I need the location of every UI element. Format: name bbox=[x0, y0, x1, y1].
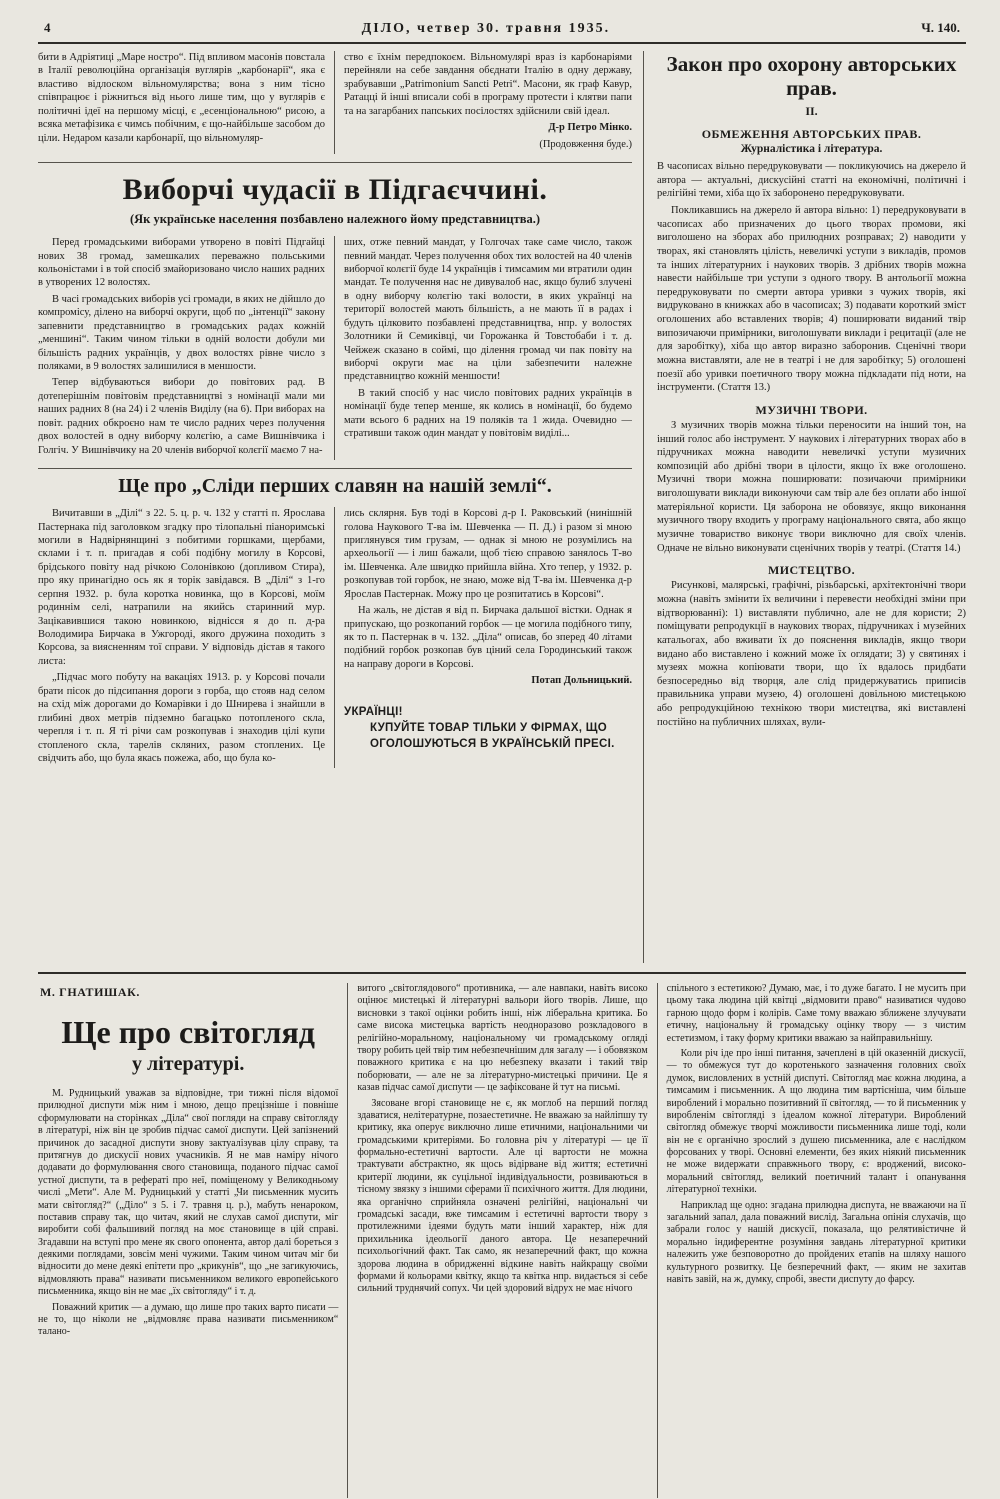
slavs-headline: Ще про „Сліди перших славян на нашій землі“. bbox=[118, 475, 552, 498]
slavs-article bbox=[38, 475, 632, 768]
page-number: 4 bbox=[44, 20, 51, 35]
article-paragraph: З музичних творів можна тільки переносити на інший тон, на інший голос або інструмент. У наукових і літературних творах або в підручниках можна наводити невеличкі уступи музичних композицій або дрібні твори в цілости, якщо їх вже оголошено. Музичні твори можна поширювати: позичаючи примірники виголошувати виклади виконуючи сам твір але без оплати або іншої матеріяльної користи. Ця заборона не обовязує, якщо виконання музичного твору входить у програму національного свята, або якщо музичне товариство виконує твори виключно для своїх членів. Одначе не вільно виконувати сценічних творів у театрі. (Стаття 14.) bbox=[657, 419, 966, 554]
press-advertisement bbox=[344, 704, 632, 752]
elections-subtitle: (Як українське населення позбавлено належного йому представництва.) bbox=[129, 212, 541, 227]
author-signature: Д-р Петро Мінко. bbox=[548, 122, 632, 134]
page-header bbox=[38, 18, 966, 44]
author-signature: Потап Дольницький. bbox=[531, 675, 632, 687]
article-paragraph: ство є їхнім передпокоєм. Вільномулярі враз із карбонаріями перейняли на себе завдання обєднати Італію в одну державу, зрабувавши „Patrimonium Sancti Petri“. Масони, як граф Кавур, Ратацці й інші вписали собі в програму протести і клятви папи та на загарбаних папських посілостях здійснили свій ідеал. bbox=[344, 52, 632, 117]
issue-number: Ч. 140. bbox=[921, 20, 960, 35]
slavs-column-1 bbox=[38, 507, 335, 768]
worldview-headline-line1: Ще про світогляд bbox=[61, 1014, 315, 1050]
worldview-column-1 bbox=[38, 983, 347, 1498]
article-paragraph: ших, отже певний мандат, у Голгочах таке саме число, також певний мандат. Через получення обох тих волостей на 40 членів виборчої колєгії буде 14 українців і тимсамим ми втратили один мандат. Те получення нас не дивувалоб нас, якщо булиб злучені в одну виборчу колєгію такі волости, в яких українці на території волостей мають більшість, а не мають її в радах і будуть цілковито позбавлені представництва, нпр. у волостях Золотники й Семиківці, чи Горожанка й Товстобаби і т. д. Чейжеж сказано в соймі, що ділення громад чи пак повіту на виборчі округи має на ціли забезпечити належне представництво кожній меншости! bbox=[344, 237, 632, 383]
article-divider bbox=[38, 468, 632, 469]
elections-article bbox=[38, 173, 632, 460]
article-paragraph: М. Рудницький уважав за відповідне, три тижні після відомої прилюдної диспути між ним і мною, дещо прецізніше і повніше сформулювати на сторінках „Діла“ свої погляди на справу світогляду в літературі, ніж він це зробив підчас самої диспути. Цей запізнений причинок до засадної диспути знову зактуалізував цілу справу, та притягнув до дискусії нових учасників. Я не мав наміру нічого додавати до формулювання свого становища, поданого підчас самої устної диспути, та в рефераті про неї, поміщеному у Великодньому числі „Мети“. Але М. Рудницький у статті „Чи письменник мусить мати світогляд?“ („Діло“ з 5. і 7. травня ц. р.), мабуть ненароком, поставив справу так, що читач, який не слухав самої диспути, міг виробити собі фальшивий погляд на моє становище в цій справі. Згадавши на вступі про мене як свого опонента, автор далі бореться з деякими поглядами, зовсім мені чужими. Таким чином читач міг би відносити до мене деякі епітети про „крикунів“, що „не загикуючись, відмовляють права“ називати письменником великого европейського письменника, якщо він не має „їх світогляду“ і т. д. bbox=[38, 1088, 339, 1298]
left-main-area bbox=[38, 51, 644, 963]
ad-text: КУПУЙТЕ ТОВАР ТІЛЬКИ У ФІРМАХ, ЩО ОГОЛОШУЮТЬСЯ В УКРАЇНСЬКІЙ ПРЕСІ. bbox=[370, 721, 615, 750]
continuation-column-2 bbox=[335, 51, 632, 154]
article-paragraph: В часописах вільно передруковувати — покликуючись на джерело й автора — актуальні, дискусійні статті на економічні, політичні і релігійні теми, хіба що їх заборонено передруковувати. bbox=[657, 161, 966, 200]
article-paragraph: Рисункові, малярські, графічні, різьбарські, архітектонічні твори можна (навіть змінити їх величини і перевести необхідні зміни при відтворюванні): 1) виставляти публично, але не для користи; 2) поміщувати репродукції в наукових творах, підручниках і музейних катальогах, або вживати їх до пояснення викладів, якщо твори видано або виставлено і кожний може їх оглядати; 3) у святинях і музеях можна копіювати твори, що їх вдалось придбати безпосередньо від творця, але слід придержуватись приписів правильника управи музею, 4) оголошені довільною мистецькою або репродукційною технікою твори мистецтва, які виставлені постійно на публичних шляхах, вули- bbox=[657, 580, 966, 728]
slavs-column-2 bbox=[335, 507, 632, 768]
article-paragraph: бити в Адріятиці „Маре ностро“. Під впливом масонів повстала в Італії революційна організація вуглярів „карбонарії“, яка є властиво відлоском вільномулярства; вона з ним тісно співпрацює і ріжниться від нього лише тим, що у вуглярів є політичні ідеї на першому місці, є „есенціональною“ рисою, а всяка метафізика є чимсь побічним, є що-найбільше засобом до ціли. Недаром казали карбонарії, що вільномуляр- bbox=[38, 52, 325, 144]
article-paragraph: „Підчас мого побуту на вакаціях 1913. р. у Корсові почали брати пісок до підсипання дороги з горба, що стояв над селом на схід між дорогами до Комарівки і до Шнирева і знайшли в глибині двох метрів підземно багацько потопленого скла, черепля і т. п. Я ті річи сам розкопував і знаходив цілі купи стопленого скла, тарелів скляних, разом стоплених. Це свідчить або, що була якась пожежа, або, що була ко- bbox=[38, 672, 325, 764]
article-paragraph: Вичитавши в „Ділі“ з 22. 5. ц. р. ч. 132 у статті п. Ярослава Пастернака під заголовком згадку про тілопальні піаноримські могили в Надвірнянщині з побитими горшками, щербами, склами і т. п. пригадав я собі подібну могилу в Корсові, брідського повіту над річкою Солонівкою (допливом Стира), про яку принагідно ось як я торік завідався. В „Ділі“ з 1-го серпня 1932. р. була коротка новинка, що в Корсові, моїм родиннім селі, натрапили на якийсь старинний мур. Зацікавившися такою новинкою, віднісся я до п. д-ра Володимира Бирчака в Ужгороді, якого дружина походить з Корсова, за виясненням тої справи. У відповідь дістав я такого листа: bbox=[38, 508, 325, 667]
law-article bbox=[644, 51, 966, 963]
article-paragraph: Тепер відбуваються вибори до повітових рад. В дотеперішнім повітовім представництві з номінації мали ми наших радних 8 (на 24) і 2 членів Виділу (на 6). При виборах на повіт. радних обкроєно нам те число радних через получення двох волостей в одну виборчу колєгію, а саме Вишнівчика і Голгіч. У Вишнівчику на 20 членів виборчої колєгії маємо 7 на- bbox=[38, 377, 325, 456]
worldview-column-3 bbox=[657, 983, 966, 1498]
article-divider bbox=[38, 162, 632, 163]
article-paragraph: лись склярня. Був тоді в Корсові д-р І. Раковський (нинішній голова Наукового Т-ва ім. Шевченка — П. Д.) і разом зі мною приглянувся тим грузам, — однак зі мною не розумілись на археольогії — і лиш бажали, щоб тією справою занялось Т-во ім. Шевченка. Але швидко прийшла війна. Хто тепер, у 1932. р. розкопував той горбок, не знаю, може від Т-ва ім. Шевченка д-р Ярослав Пастернак. Можу про це розпитатись в Корсові“. bbox=[344, 508, 632, 600]
ad-headline: УКРАЇНЦІ! bbox=[344, 705, 403, 718]
worldview-article bbox=[38, 972, 966, 1498]
article-paragraph: На жаль, не дістав я від п. Бирчака дальшої вістки. Однак я припускаю, що розкопаний горбок — це могила подібного типу, як то п. Пастернак в ч. 132. „Діла“ описав, бо зперед 40 літами подібний горбок розкопав був ціний села Городинський також на направу дороги в Корсові. bbox=[344, 605, 632, 670]
article-paragraph: В часі громадських виборів усі громади, в яких не дійшло до компромісу, ділено на виборчі округи, щоб по „інтенції“ закону запевнити представництво в громадських радах кожній „меншині“. Таким чином тільки в одній волости добули ми більшість радних українців, у двох волостях рівне число з поляками, в 9 волостях залишилися в меншости. bbox=[38, 293, 326, 372]
masonry-article-continuation bbox=[38, 51, 632, 154]
elections-headline: Виборчі чудасії в Підгаєччині. bbox=[122, 173, 548, 207]
law-part-number: ІІ. bbox=[805, 104, 818, 119]
author-byline: М. ГНАТИШАК. bbox=[40, 985, 140, 999]
law-section-title: ОБМЕЖЕННЯ АВТОРСЬКИХ ПРАВ. bbox=[701, 127, 922, 142]
article-paragraph: витого „світоглядового“ противника, — але навпаки, навіть високо оцінює мистецькі й літературні вальори його творів. Лише, що висновки з такої оцінки робить інші, ніж ліберальна критика. Бо саме висока мистецька вартість неодноразово розкладового в релігійно-моральному, національному чи громадському огляді твору робить цей твір тим небезпечнішим для загалу — і обовязком поважного критика є на цю небезпеку вказати і такий твір поборювати, — але не за літературно-мистецькі причини. Це я казав підчас самої диспути — це зафіксоване й тут на письмі. bbox=[357, 983, 648, 1094]
law-headline: Закон про охорону авторських прав. bbox=[666, 52, 957, 100]
article-paragraph: Покликавшись на джерело й автора вільно: 1) передруковувати в часописах або призначених до цього творах промови, які виголошено на зборах або прилюдних розправах; 2) наводити у творах, які становлять цілість, невеличкі уступи з викладів, промов та інших літературних і наукових творів. З дрібних творів можна навести найбільше три уступи з одного твору. В антольогії можна передруковувати по смерти автора уривки з чужих творів, які видруковано в книжках або в часописах; 3) подавати короткий зміст оголошених або вставлених творів; 4) поширювати виданий твір випозичаючи примірники, виголошувати виклади і рецитації (але не для заробітку), хіба що автор виразно заборонив. Сценічні твори можна виставляти, але не в театрі і не для заробітку; 5) оголошені поезії або уривки поетичного твору можна підкладати під ноти, на інструменти. (Стаття 13.) bbox=[657, 204, 966, 394]
elections-column-1 bbox=[38, 236, 335, 460]
continuation-note: (Продовження буде.) bbox=[539, 138, 632, 150]
article-paragraph: Наприклад ще одно: згадана прилюдна диспута, не вважаючи на її загальний запал, дала поважний вислід. Загальна опінія слухачів, що забрали голос у нашій дискусії, показала, що релятивістичне й морально індиферентне розуміння завдань літературної критики належить уже безповоротно до пройдених етапів на шляху нашого культурного розвитку. Це безперечний факт, — яким не захитав навіть завій, на ж, думку, спробі, звести диспуту до фарсу. bbox=[666, 1199, 966, 1285]
continuation-column-1 bbox=[38, 51, 335, 154]
masthead: ДІЛО, четвер 30. травня 1935. bbox=[361, 21, 611, 36]
article-paragraph: Перед громадськими виборами утворено в повіті Підгайці нових 38 громад, замешкалих переважно польськими кольоністами і в той спосіб змайоризовано число наших радних в утворених 12 волостях. bbox=[38, 237, 325, 289]
article-paragraph: Зясоване вгорі становище не є, як моглоб на перший погляд здаватися, нелітературне, позаестетичне. Не вважаю за найліпшу ту критику, яка оперує виключно лише етичними, національними чи громадськими критеріями. Бо головна річ у літературі — це її формально-естетичні вартости. Але ці вартости не можна трактувати абстрактно, як щось відірване від життя; естетичні критерії людини, як суцільної індивідуальности, розвиваються в тісному звязку з іншими сферами її психічного життя. Для людини, яка органічно сприйняла означені релігійні, національні чи громадські засади, вже тимсамим і естетичні вартости твору з протилежними ідеями будуть мати інший характер, ніж для прихильника ідеольогії даного автора. Це незаперечний психольогічний факт. Так само, як незаперечний факт, що кожна здорова людина в обридженні відкине навіть найкращу своїми формами й кольорами квітку, якщо та квітка нпр. видається зі себе сильний труднячий сопух. Чи цей здоровий відрух не має нічого bbox=[357, 1097, 648, 1295]
article-paragraph: спільного з естетикою? Думаю, має, і то дуже багато. І не мусить при цьому така людина цій квітці „відмовити право“ називатися чудово гарною щодо форм і колірів. Саме тому вважаю зближене злучувати етичну, національну й громадську оцінку твору — з чистим естетизмом, і таку форму критики вважаю за найправильнішу. bbox=[666, 983, 966, 1044]
law-section-title: МУЗИЧНІ ТВОРИ. bbox=[755, 402, 868, 417]
law-section-subtitle: Журналістика і література. bbox=[740, 143, 883, 156]
elections-column-2 bbox=[335, 236, 632, 460]
article-paragraph: Поважний критик — а думаю, що лише про таких варто писати — не то, що ніколи не „відмовляє права називати письменником“ талано- bbox=[38, 1301, 339, 1338]
top-zone bbox=[38, 51, 966, 963]
worldview-column-2 bbox=[347, 983, 656, 1498]
worldview-headline-line2: у літературі. bbox=[132, 1053, 245, 1075]
article-paragraph: В такий спосіб у нас число повітових радних українців в номінації буде тепер менше, як колись в номінації, бо будемо мати всього 6 радних на 19 поляків та 1 жида. Очевидно — стративши також один мандат у повітовім виділі... bbox=[344, 387, 632, 440]
law-section-title: МИСТЕЦТВО. bbox=[767, 563, 855, 578]
article-paragraph: Коли річ іде про інші питання, зачеплені в цій оказенній дискусії, — то обмежуся тут до коротенького зазначення головних своїх думок, висловлених в устній диспуті. Світогляд має кожна людина, а тимсамим і письменник. А що людина тим вартісніша, чим більше вироблений і морально позитивний її світогляд, — то й письменник у виробленім світогляді з ідеалом кожної літератури. Вироблений світогляд обмежує творчі можливости письменника лише тоді, коли він не є органічно зрослий з душею письменника, але є наслідком форсованих у творі. Основні елементи, без яких ніякий письменник не може видержати справжнього твору, є: вроджений, високо-моральний світогляд, великий поетичний талант і опанування літературної техніки. bbox=[666, 1047, 966, 1196]
